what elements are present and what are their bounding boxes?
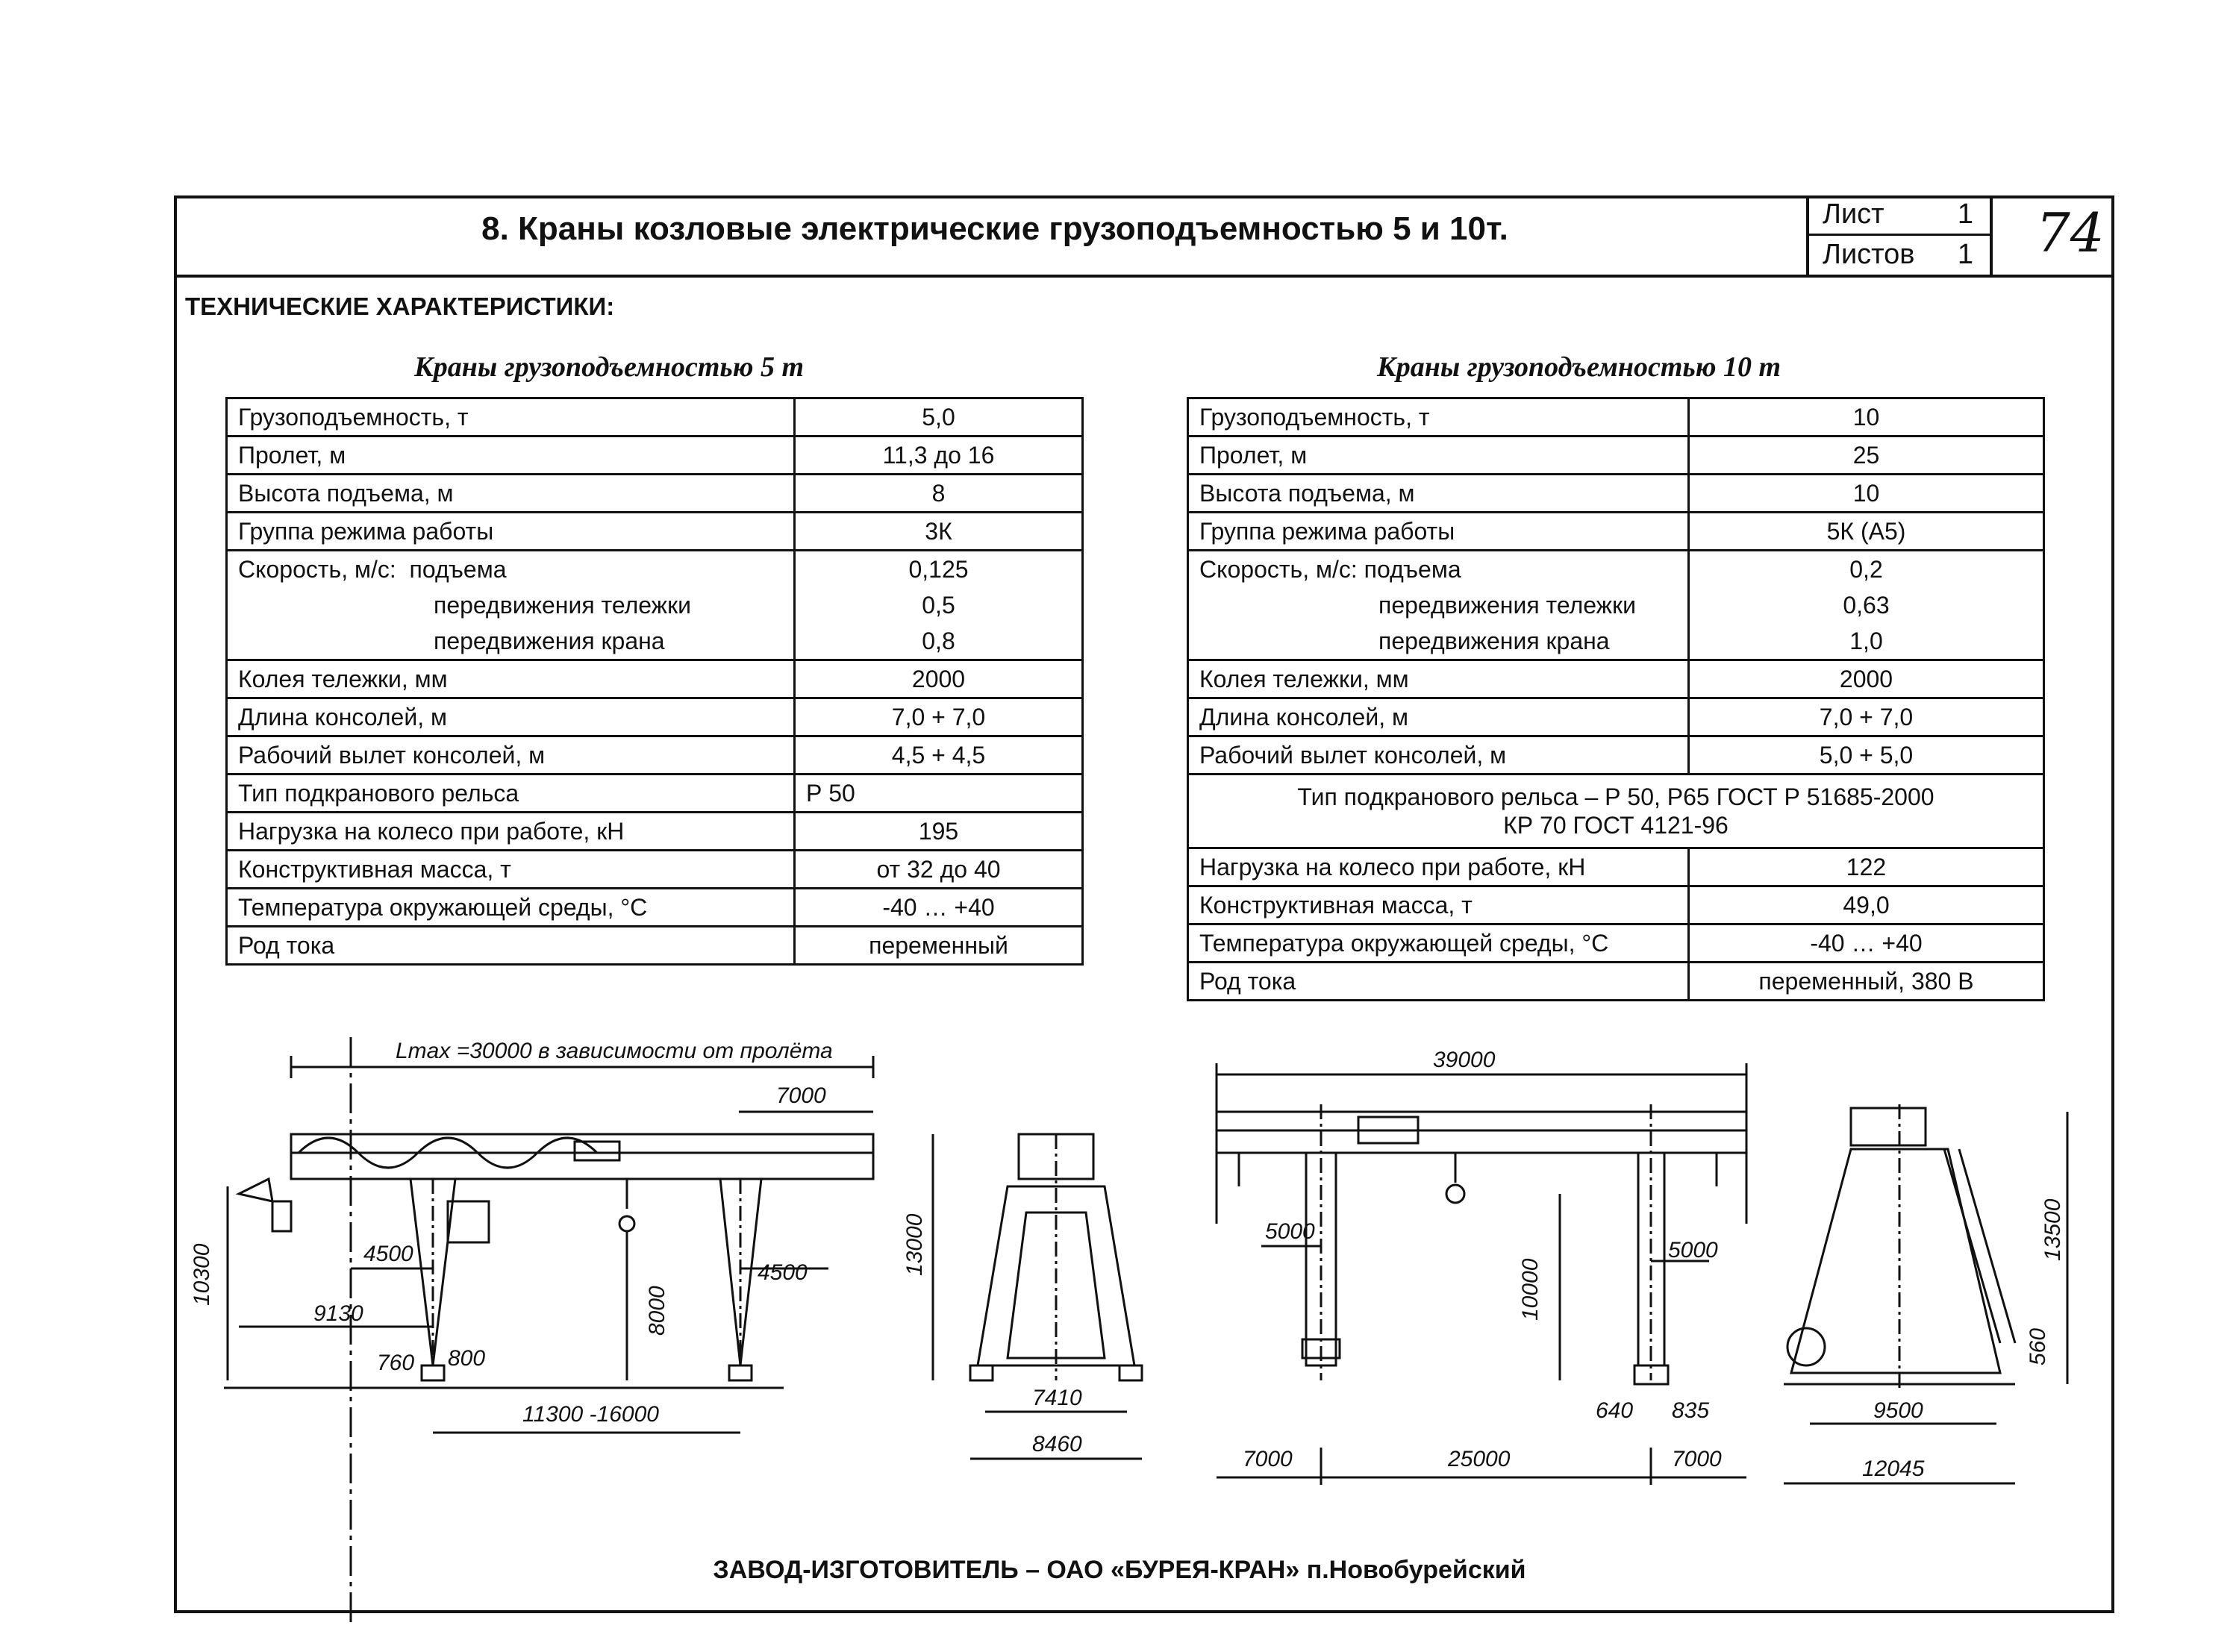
param-cell: Колея тележки, мм xyxy=(1188,660,1689,698)
value-cell: -40 … +40 xyxy=(1689,924,2044,963)
crane10-end-view xyxy=(1784,1104,2067,1483)
value-cell: 5,0 + 5,0 xyxy=(1689,736,2044,775)
dim-7000-right: 7000 xyxy=(1672,1447,1722,1471)
dim-span: 11300 -16000 xyxy=(522,1402,659,1427)
speed-label: Скорость, м/с: подъема xyxy=(1199,556,1461,583)
speed-crane-label: передвижения крана xyxy=(434,628,665,654)
speed-label: Скорость, м/с: подъема xyxy=(238,556,507,583)
dim-10300: 10300 xyxy=(190,1243,214,1306)
param-cell: Род тока xyxy=(1188,963,1689,1001)
handwritten-page-number: 74 xyxy=(2036,201,2105,264)
param-cell: Пролет, м xyxy=(227,437,795,475)
dim-9130: 9130 xyxy=(313,1301,363,1326)
value-cell: 122 xyxy=(1689,848,2044,886)
param-cell: Температура окружающей среды, °С xyxy=(1188,924,1689,963)
dim-25000: 25000 xyxy=(1448,1447,1511,1471)
dim-5000-left: 5000 xyxy=(1265,1219,1315,1244)
dim-7000: 7000 xyxy=(776,1083,826,1108)
param-cell: Высота подъема, м xyxy=(1188,475,1689,513)
dim-13500: 13500 xyxy=(2040,1198,2065,1261)
param-cell: Конструктивная масса, т xyxy=(227,851,795,889)
value-cell: 5,0 xyxy=(795,398,1083,437)
param-cell: Группа режима работы xyxy=(227,513,795,551)
value-cell: 11,3 до 16 xyxy=(795,437,1083,475)
value-cell: 25 xyxy=(1689,437,2044,475)
dim-4500-left: 4500 xyxy=(363,1242,413,1266)
crane10-side-view xyxy=(1217,1048,1746,1485)
value-cell: 49,0 xyxy=(1689,886,2044,924)
manufacturer-footer: ЗАВОД-ИЗГОТОВИТЕЛЬ – ОАО «БУРЕЯ-КРАН» п.Новобурейский xyxy=(713,1556,1526,1584)
crane5-side-view xyxy=(190,1037,873,1627)
speed-crane-label: передвижения крана xyxy=(1378,628,1610,654)
speed-crane-value: 0,8 xyxy=(922,628,955,654)
value-cell: 10 xyxy=(1689,475,2044,513)
dim-640: 640 xyxy=(1596,1398,1634,1423)
sheet-label: Лист xyxy=(1823,198,1884,230)
crane5-end-view xyxy=(902,1134,1142,1459)
param-cell: Тип подкранового рельса xyxy=(227,775,795,813)
tech-heading: ТЕХНИЧЕСКИЕ ХАРАКТЕРИСТИКИ: xyxy=(185,292,615,320)
dim-9500: 9500 xyxy=(1873,1398,1923,1423)
dim-4500-right: 4500 xyxy=(758,1260,808,1285)
param-cell: Температура окружающей среды, °С xyxy=(227,889,795,927)
value-cell: 7,0 + 7,0 xyxy=(1689,698,2044,736)
dim-12045: 12045 xyxy=(1862,1457,1925,1481)
dim-13000: 13000 xyxy=(902,1213,927,1276)
value-cell: 195 xyxy=(795,813,1083,851)
value-cell: от 32 до 40 xyxy=(795,851,1083,889)
param-cell: Грузоподъемность, т xyxy=(227,398,795,437)
sheet-total-label: Листов xyxy=(1823,239,1915,270)
sheet-number: 1 xyxy=(1957,198,1973,230)
dim-7410: 7410 xyxy=(1032,1386,1082,1410)
sheet-total: 1 xyxy=(1957,239,1973,270)
page-title: 8. Краны козловые электрические грузоподъемностью 5 и 10т. xyxy=(481,210,1508,247)
speed-trolley-label: передвижения тележки xyxy=(1378,592,1636,619)
dim-lmax: Lmax =30000 в зависимости от пролёта xyxy=(396,1039,833,1063)
dim-7000-left: 7000 xyxy=(1243,1447,1293,1471)
dim-835: 835 xyxy=(1672,1398,1710,1423)
value-cell: 4,5 + 4,5 xyxy=(795,736,1083,775)
crane5-heading: Краны грузоподъемностью 5 т xyxy=(414,351,805,383)
param-cell: Нагрузка на колесо при работе, кН xyxy=(1188,848,1689,886)
dim-39000: 39000 xyxy=(1433,1048,1496,1072)
speed-trolley-value: 0,5 xyxy=(922,592,955,619)
value-cell: 3К xyxy=(795,513,1083,551)
value-cell: переменный, 380 В xyxy=(1689,963,2044,1001)
param-cell: Длина консолей, м xyxy=(1188,698,1689,736)
param-cell: Род тока xyxy=(227,927,795,965)
speed-lift-value: 0,125 xyxy=(908,556,969,583)
rail-line-2: КР 70 ГОСТ 4121-96 xyxy=(1503,812,1729,839)
value-cell: 10 xyxy=(1689,398,2044,437)
crane10-heading: Краны грузоподъемностью 10 т xyxy=(1377,351,1781,383)
speed-lift-value: 0,2 xyxy=(1849,556,1883,583)
value-cell: 2000 xyxy=(1689,660,2044,698)
dim-760: 760 xyxy=(377,1351,415,1375)
dim-560: 560 xyxy=(2026,1327,2050,1365)
param-cell: Длина консолей, м xyxy=(227,698,795,736)
dim-8000: 8000 xyxy=(645,1286,669,1336)
value-cell: 5К (А5) xyxy=(1689,513,2044,551)
dim-5000-right: 5000 xyxy=(1668,1238,1718,1263)
param-cell: Конструктивная масса, т xyxy=(1188,886,1689,924)
value-cell: 8 xyxy=(795,475,1083,513)
value-cell: 7,0 + 7,0 xyxy=(795,698,1083,736)
dim-10000: 10000 xyxy=(1518,1258,1543,1321)
dim-800: 800 xyxy=(448,1346,486,1371)
speed-trolley-value: 0,63 xyxy=(1843,592,1890,619)
param-cell: Высота подъема, м xyxy=(227,475,795,513)
value-cell: переменный xyxy=(795,927,1083,965)
param-cell: Рабочий вылет консолей, м xyxy=(227,736,795,775)
param-cell: Колея тележки, мм xyxy=(227,660,795,698)
value-cell: -40 … +40 xyxy=(795,889,1083,927)
param-cell: Грузоподъемность, т xyxy=(1188,398,1689,437)
param-cell: Группа режима работы xyxy=(1188,513,1689,551)
value-cell: Р 50 xyxy=(795,775,1083,813)
dim-8460: 8460 xyxy=(1032,1432,1082,1457)
speed-trolley-label: передвижения тележки xyxy=(434,592,691,619)
param-cell: Нагрузка на колесо при работе, кН xyxy=(227,813,795,851)
param-cell: Пролет, м xyxy=(1188,437,1689,475)
speed-crane-value: 1,0 xyxy=(1849,628,1883,654)
value-cell: 2000 xyxy=(795,660,1083,698)
rail-line-1: Тип подкранового рельса – Р 50, Р65 ГОСТ Р 51685-2000 xyxy=(1297,783,1934,810)
param-cell: Рабочий вылет консолей, м xyxy=(1188,736,1689,775)
